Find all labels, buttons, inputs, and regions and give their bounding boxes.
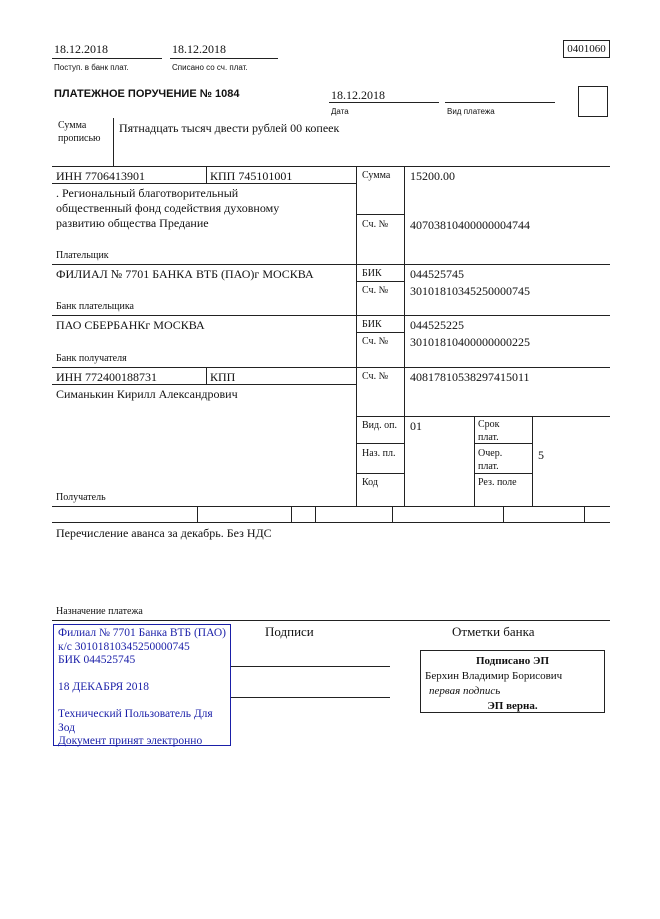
payee-bank-name: ПАО СБЕРБАНКг МОСКВА <box>56 318 205 332</box>
amount-words-value: Пятнадцать тысяч двести рублей 00 копеек <box>119 121 340 135</box>
payee-label: Получатель <box>56 492 106 503</box>
purpose-line <box>52 620 610 621</box>
amount-value: 15200.00 <box>410 169 455 183</box>
stamp-line: Филиал № 7701 Банка ВТБ (ПАО) <box>58 627 226 639</box>
payer-account-label: Сч. № <box>362 219 389 230</box>
payee-name: Симанькин Кирилл Александрович <box>56 387 238 401</box>
payer-label: Плательщик <box>56 250 109 261</box>
grid-line <box>206 166 207 183</box>
payer-bank-bik-label: БИК <box>362 268 382 279</box>
grid-line <box>52 506 610 507</box>
signature-line-1 <box>230 666 390 667</box>
grid-line <box>503 506 504 522</box>
received-label: Поступ. в банк плат. <box>54 63 129 72</box>
term-label-1: Срок <box>478 419 500 430</box>
signatures-label: Подписи <box>265 624 314 639</box>
purpose-code-label: Наз. пл. <box>362 448 396 459</box>
payee-inn: ИНН 772400188731 <box>56 370 157 384</box>
op-type-value: 01 <box>410 419 422 433</box>
payer-inn: ИНН 7706413901 <box>56 169 145 183</box>
grid-line <box>356 416 610 417</box>
payer-name-line-3: развитию общества Предание <box>56 216 209 230</box>
grid-line <box>356 166 357 506</box>
esign-box <box>420 650 605 713</box>
debited-date-line <box>170 58 278 59</box>
grid-line <box>356 332 404 333</box>
grid-line <box>315 506 316 522</box>
grid-line <box>356 281 404 282</box>
payer-name-line-2: общественный фонд содействия духовному <box>56 201 280 215</box>
payer-bank-bik: 044525745 <box>410 267 464 281</box>
payee-bank-label: Банк получателя <box>56 353 127 364</box>
op-type-label: Вид. оп. <box>362 420 397 431</box>
payer-bank-account: 30101810345250000745 <box>410 284 530 298</box>
purpose-text: Перечисление аванса за декабрь. Без НДС <box>56 526 272 540</box>
stamp-line <box>58 695 226 709</box>
term-label-2: плат. <box>478 432 499 443</box>
stamp-line: к/с 30101810345250000745 <box>58 640 190 653</box>
payer-bank-name: ФИЛИАЛ № 7701 БАНКА ВТБ (ПАО)г МОСКВА <box>56 267 314 281</box>
esign-status: ЭП верна. <box>487 700 538 712</box>
grid-line <box>532 416 533 506</box>
esign-title: Подписано ЭП <box>475 655 550 667</box>
esign-signer: Берхин Владимир Борисович <box>425 670 563 682</box>
bank-marks-label: Отметки банка <box>452 624 535 639</box>
received-date: 18.12.2018 <box>54 42 108 56</box>
stamp-line: Зод <box>58 721 76 734</box>
code-label: Код <box>362 477 378 488</box>
grid-line <box>404 166 405 506</box>
reserve-field-label: Рез. поле <box>478 477 517 488</box>
grid-line <box>206 367 207 384</box>
bank-stamp <box>53 624 231 746</box>
esign-role: первая подпись <box>429 685 501 697</box>
payer-bank-account-label: Сч. № <box>362 285 389 296</box>
received-date-line <box>52 58 162 59</box>
payee-bank-account-label: Сч. № <box>362 336 389 347</box>
grid-line <box>356 473 404 474</box>
grid-line <box>474 443 532 444</box>
payer-account: 40703810400000004744 <box>410 218 530 232</box>
stamp-line: БИК 044525745 <box>58 654 136 666</box>
order-title: ПЛАТЕЖНОЕ ПОРУЧЕНИЕ № 1084 <box>54 88 240 100</box>
payee-bank-account: 30101810400000000225 <box>410 335 530 349</box>
grid-line <box>474 416 475 506</box>
payer-kpp: КПП 745101001 <box>210 169 293 183</box>
grid-line <box>392 506 393 522</box>
order-date: 18.12.2018 <box>331 88 385 102</box>
grid-line <box>291 506 292 522</box>
payee-bank-bik: 044525225 <box>410 318 464 332</box>
grid-line <box>584 506 585 522</box>
grid-line <box>474 473 532 474</box>
payer-name-line-1: . Региональный благотворительный <box>56 186 239 200</box>
form-code: 0401060 <box>563 40 610 58</box>
priority-label-2: плат. <box>478 461 499 472</box>
grid-line <box>52 367 610 368</box>
grid-line <box>52 166 610 167</box>
amount-words-divider <box>113 118 114 166</box>
payee-account: 40817810538297415011 <box>410 370 530 384</box>
payee-account-label: Сч. № <box>362 371 389 382</box>
amount-words-label-1: Сумма <box>58 120 87 131</box>
grid-line <box>197 506 198 522</box>
order-date-line <box>329 102 439 103</box>
grid-line <box>52 522 610 523</box>
order-date-label: Дата <box>331 107 349 116</box>
stamp-line: Технический Пользователь Для <box>58 708 213 720</box>
priority-label-1: Очер. <box>478 448 503 459</box>
amount-label: Сумма <box>362 170 391 181</box>
purpose-label: Назначение платежа <box>56 606 143 617</box>
priority-value: 5 <box>538 448 544 462</box>
payment-type-label: Вид платежа <box>447 107 495 116</box>
payment-type-line <box>445 102 555 103</box>
grid-line <box>52 264 610 265</box>
stamp-line: 18 ДЕКАБРЯ 2018 <box>58 681 150 693</box>
stamp-line: Документ принят электронно <box>58 735 203 747</box>
status-box <box>578 86 608 117</box>
signature-line-2 <box>230 697 390 698</box>
payee-bank-bik-label: БИК <box>362 319 382 330</box>
grid-line <box>356 443 404 444</box>
grid-line <box>52 315 610 316</box>
debited-date: 18.12.2018 <box>172 42 226 56</box>
grid-line <box>356 214 404 215</box>
payer-bank-label: Банк плательщика <box>56 301 134 312</box>
amount-words-label-2: прописью <box>58 133 101 144</box>
payee-kpp: КПП <box>210 370 236 384</box>
stamp-line <box>58 668 226 682</box>
debited-label: Списано со сч. плат. <box>172 63 248 72</box>
